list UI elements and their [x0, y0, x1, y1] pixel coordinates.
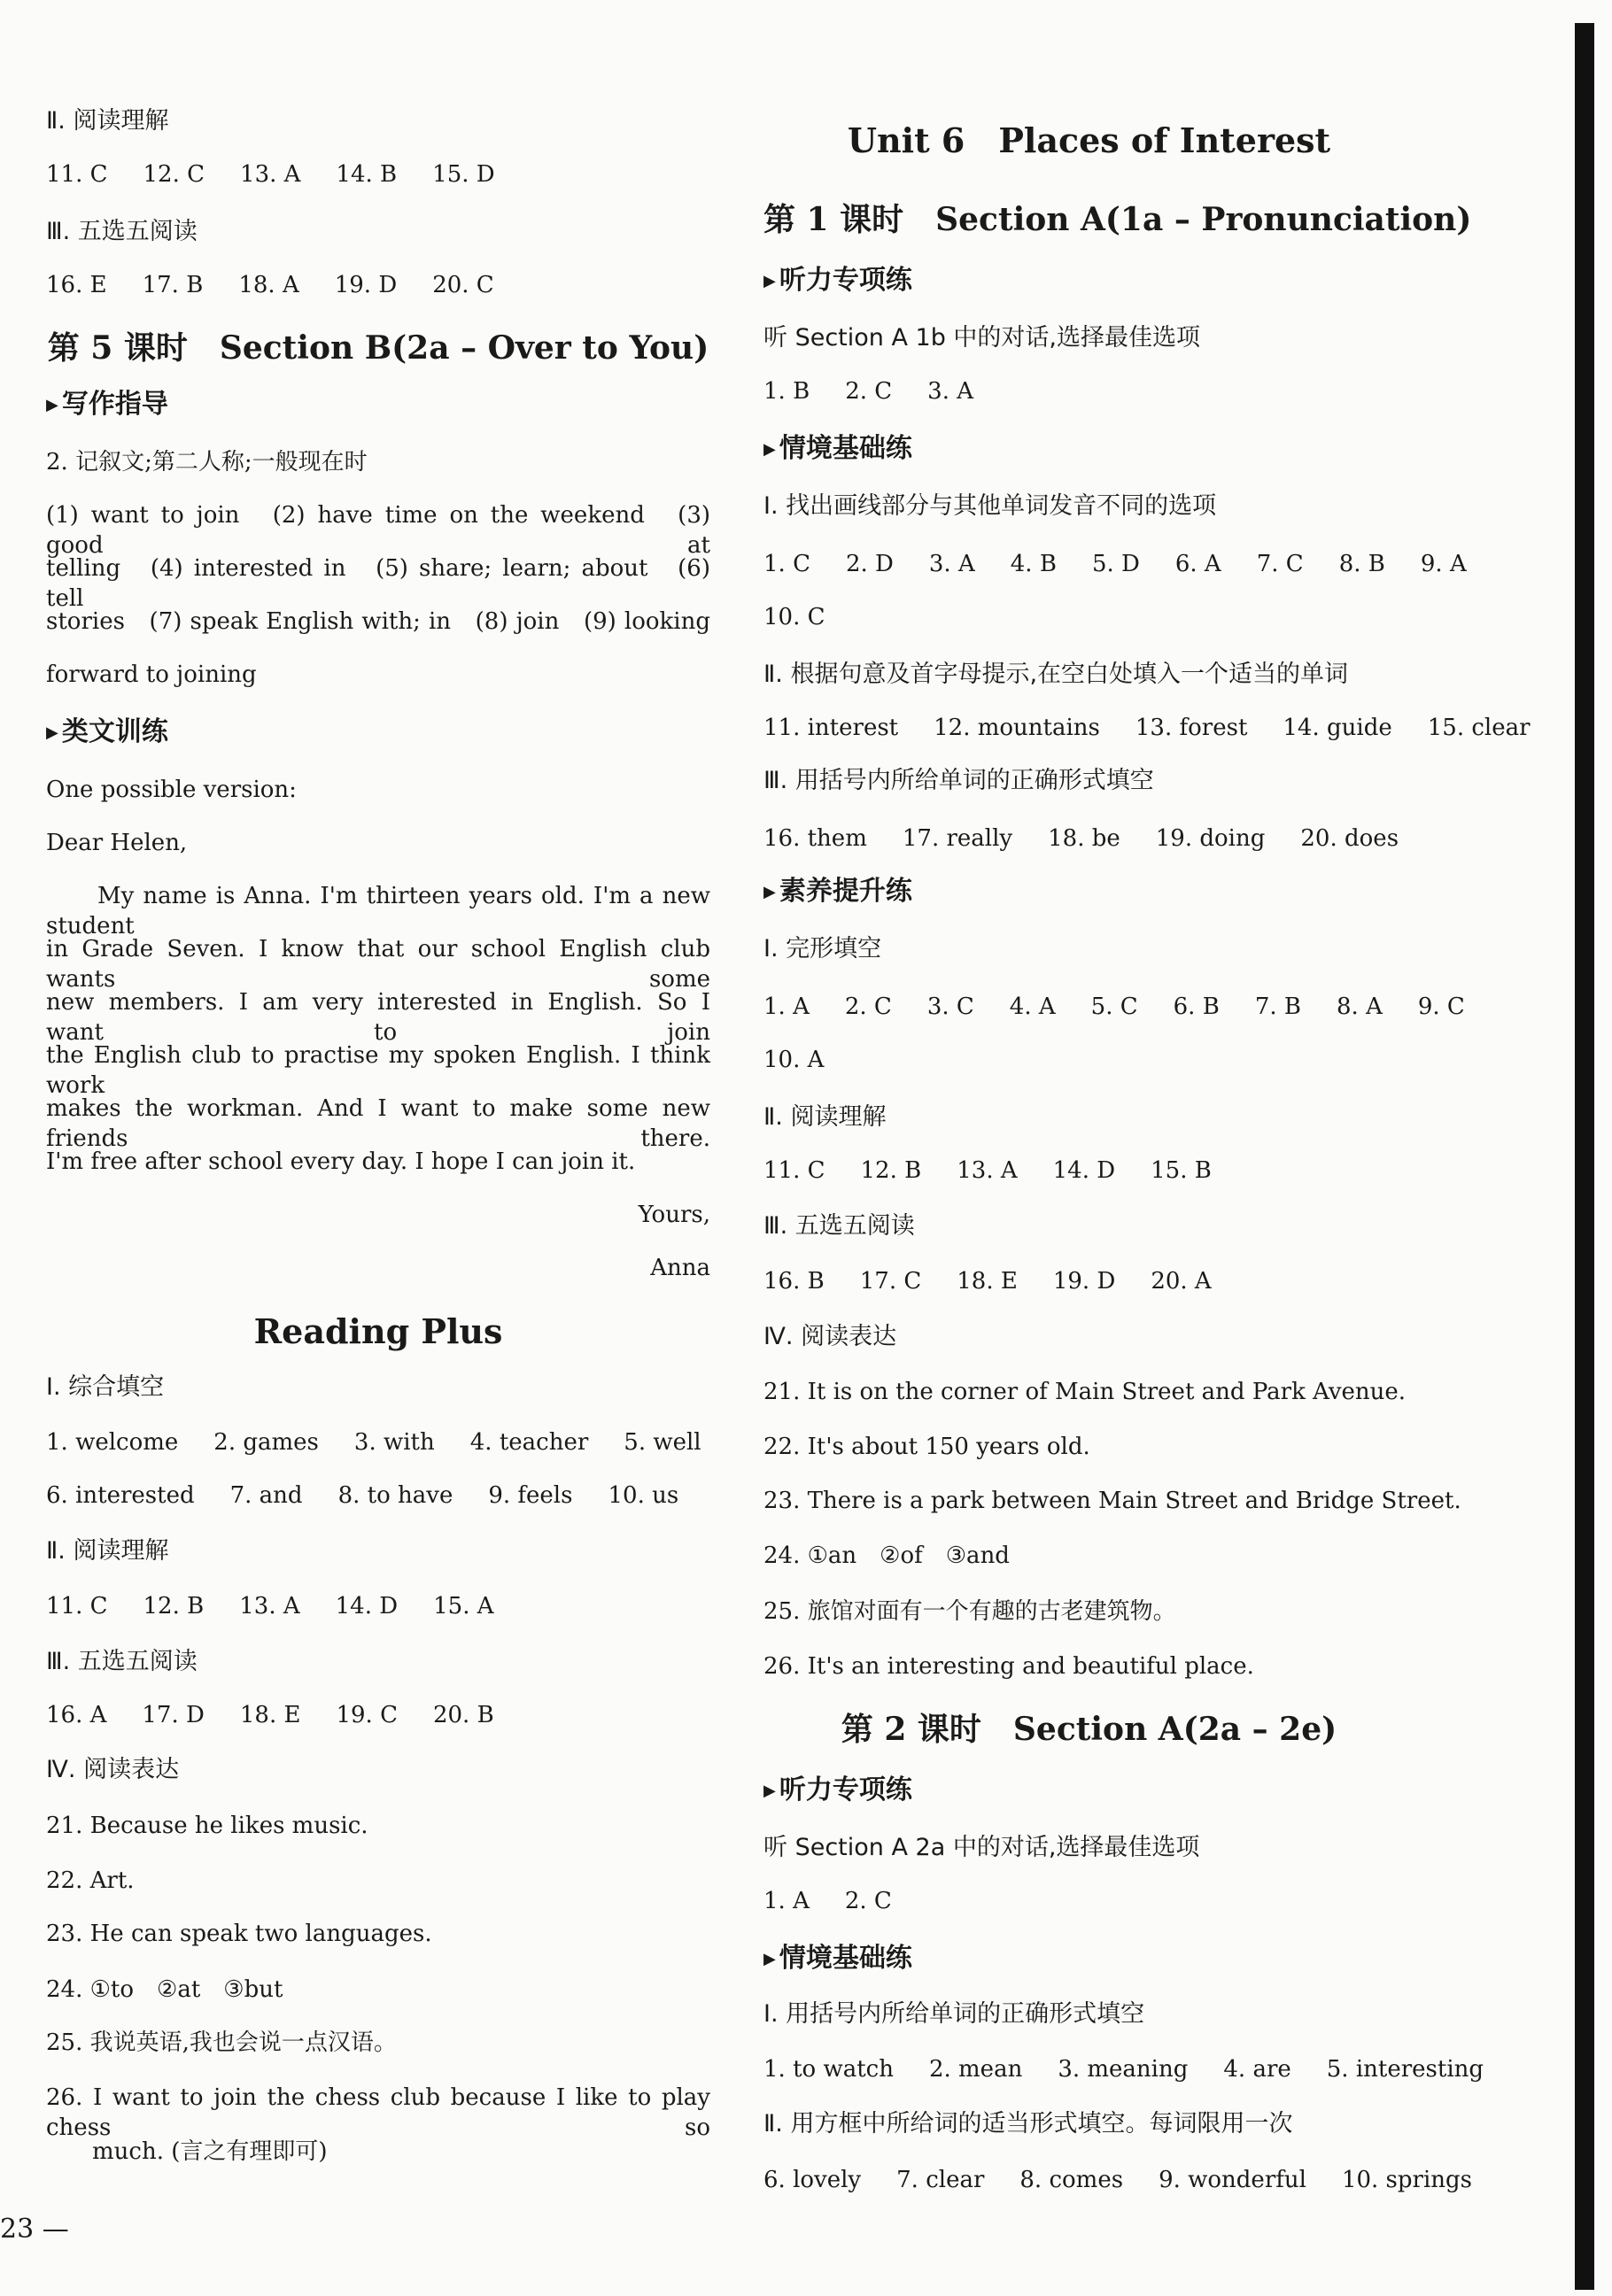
text-line: 26. It's an interesting and beautiful place.	[763, 1653, 1254, 1680]
letter-signoff: Anna	[650, 1255, 710, 1281]
answer-item: 18. be	[1048, 825, 1120, 852]
text-line: makes the workman. And I want to make some new friends there.	[46, 1095, 710, 1152]
letter-signoff: Yours,	[638, 1202, 710, 1228]
answer-item: 19. D	[334, 272, 398, 298]
answer-item: 4. B	[1010, 551, 1057, 577]
answer-row	[46, 1700, 710, 1730]
section-heading: ▶ 情境基础练	[763, 1944, 1414, 1977]
answer-item: 3. A	[928, 551, 975, 577]
answer-item: 9. C	[1417, 993, 1465, 1020]
section-subheading: Ⅰ. 综合填空	[46, 1373, 165, 1401]
text-line: 21. It is on the corner of Main Street and Park Avenue.	[763, 1379, 1407, 1405]
text-line: My name is Anna. I'm thirteen years old. I'm a new student	[46, 883, 710, 939]
section-subheading: Ⅳ. 阅读表达	[46, 1756, 180, 1783]
section-subheading: Ⅲ. 五选五阅读	[46, 1648, 198, 1675]
answer-row	[763, 549, 1467, 579]
answer-item: 8. to have	[337, 1482, 453, 1509]
answer-item: 3. C	[926, 993, 974, 1020]
answer-item: 4. A	[1009, 993, 1056, 1020]
answer-item: 8. comes	[1019, 2167, 1124, 2193]
answer-item: 7. C	[1256, 551, 1304, 577]
text-line: 24. ①to ②at ③but	[46, 1976, 283, 2003]
answer-item: 2. C	[845, 378, 893, 405]
answer-item: 20. A	[1151, 1268, 1212, 1295]
section-subheading: Ⅲ. 五选五阅读	[763, 1212, 915, 1240]
text-line: 23. There is a park between Main Street and Bridge Street.	[763, 1488, 1461, 1514]
text-line: One possible version:	[46, 777, 297, 803]
text-line: 26. I want to join the chess club because I like to play chess so	[46, 2084, 710, 2141]
answer-item: 15. A	[433, 1593, 494, 1620]
text-line: 21. Because he likes music.	[46, 1813, 368, 1839]
text-line: in Grade Seven. I know that our school English club wants some	[46, 936, 710, 993]
answer-item: 5. well	[624, 1429, 701, 1456]
answer-item: 3. with	[353, 1429, 435, 1456]
answer-item: 16. E	[46, 272, 107, 298]
answer-item: 8. A	[1337, 993, 1383, 1020]
section-subheading: Ⅰ. 完形填空	[763, 935, 882, 962]
text-line: much. (言之有理即可)	[46, 2138, 328, 2165]
answer-item: 10. A	[763, 1047, 825, 1073]
answer-item: 2. games	[213, 1429, 319, 1456]
section-subheading: Ⅲ. 用括号内所给单词的正确形式填空	[763, 767, 1154, 794]
text-line: Dear Helen,	[46, 830, 188, 856]
text-line: 23. He can speak two languages.	[46, 1921, 432, 1947]
answer-item: 2. D	[845, 551, 894, 577]
answer-item: 17. B	[142, 272, 204, 298]
page-edge-bar	[1575, 23, 1594, 2290]
answer-row	[763, 1266, 1414, 1296]
answer-item: 19. C	[336, 1702, 398, 1728]
answer-item: 2. C	[844, 993, 892, 1020]
answer-item: 17. D	[142, 1702, 205, 1728]
lesson-heading: 第 5 课时 Section B(2a – Over to You)	[47, 329, 709, 367]
answer-item: 6. A	[1174, 551, 1221, 577]
answer-item: 1. B	[763, 378, 810, 405]
answer-item: 20. C	[432, 272, 494, 298]
answer-item: 17. C	[859, 1268, 922, 1295]
answer-item: 16. them	[763, 825, 867, 852]
section-subheading: Ⅰ. 找出画线部分与其他单词发音不同的选项	[763, 492, 1217, 520]
answer-item: 4. teacher	[469, 1429, 589, 1456]
text-line: new members. I am very interested in English. So I want to join	[46, 989, 710, 1046]
answer-item: 13. A	[239, 1593, 300, 1620]
answer-row	[763, 376, 1414, 406]
text-line: 25. 我说英语,我也会说一点汉语。	[46, 2029, 397, 2056]
answer-item: 6. interested	[46, 1482, 195, 1509]
answer-item: 14. guide	[1283, 715, 1392, 741]
text-line: 22. Art.	[46, 1867, 135, 1894]
section-heading: ▶ 听力专项练	[763, 266, 1414, 299]
answer-row	[763, 713, 1531, 743]
answer-row	[46, 270, 710, 300]
answer-item: 18. E	[957, 1268, 1018, 1295]
text-line: I'm free after school every day. I hope I can join it.	[46, 1148, 636, 1175]
answer-item: 13. forest	[1135, 715, 1248, 741]
answer-row	[46, 159, 710, 189]
section-subheading: Ⅱ. 根据句意及首字母提示,在空白处填入一个适当的单词	[763, 661, 1349, 688]
answer-item: 16. B	[763, 1268, 825, 1295]
answer-item: 4. are	[1223, 2056, 1291, 2083]
text-line: forward to joining	[46, 661, 257, 688]
answer-item: 7. B	[1254, 993, 1301, 1020]
answer-item: 12. B	[143, 1593, 205, 1620]
answer-item: 15. B	[1151, 1157, 1212, 1184]
text-line: the English club to practise my spoken English. I think work	[46, 1042, 710, 1099]
answer-row	[46, 1480, 710, 1511]
answer-item: 5. interesting	[1326, 2056, 1484, 2083]
answer-item: 3. A	[927, 378, 974, 405]
answer-item: 13. A	[957, 1157, 1018, 1184]
answer-item: 3. meaning	[1058, 2056, 1189, 2083]
answer-item: 1. welcome	[46, 1429, 179, 1456]
answer-row	[763, 1156, 1414, 1186]
answer-row	[763, 823, 1414, 854]
lesson-heading: 第 2 课时 Section A(2a – 2e)	[841, 1711, 1337, 1748]
text-line: stories (7) speak English with; in (8) join (9) looking	[46, 608, 710, 635]
section-subheading: Ⅲ. 五选五阅读	[46, 218, 198, 245]
section-heading: ▶ 情境基础练	[763, 434, 1414, 468]
answer-item: 5. C	[1090, 993, 1138, 1020]
unit-title: Unit 6 Places of Interest	[847, 120, 1331, 160]
answer-item: 2. mean	[928, 2056, 1023, 2083]
answer-item: 19. doing	[1155, 825, 1266, 852]
section-subheading: Ⅱ. 阅读理解	[46, 1537, 169, 1565]
answer-row	[763, 1045, 1414, 1075]
answer-item: 11. C	[763, 1157, 825, 1184]
answer-row	[763, 602, 1414, 632]
section-subheading: Ⅱ. 阅读理解	[763, 1103, 887, 1131]
answer-item: 18. A	[238, 272, 299, 298]
text-line: (1) want to join (2) have time on the weekend (3) good at	[46, 502, 711, 559]
answer-item: 15. D	[432, 161, 495, 188]
text-line: telling (4) interested in (5) share; learn; about (6) tell	[46, 555, 710, 612]
section-subheading: 听 Section A 1b 中的对话,选择最佳选项	[763, 324, 1201, 352]
answer-item: 19. D	[1052, 1268, 1116, 1295]
answer-item: 12. B	[860, 1157, 922, 1184]
answer-item: 20. B	[432, 1702, 494, 1728]
section-subheading: 听 Section A 2a 中的对话,选择最佳选项	[763, 1834, 1200, 1861]
answer-item: 11. C	[46, 1593, 108, 1620]
answer-item: 11. interest	[763, 715, 899, 741]
text-line: 22. It's about 150 years old.	[763, 1434, 1090, 1460]
section-heading: ▶ 素养提升练	[763, 877, 1414, 910]
answer-item: 13. A	[240, 161, 301, 188]
section-subheading: Ⅰ. 用括号内所给单词的正确形式填空	[763, 2000, 1145, 2028]
answer-item: 8. B	[1338, 551, 1385, 577]
answer-item: 5. D	[1091, 551, 1140, 577]
answer-item: 10. C	[763, 604, 825, 630]
answer-item: 12. mountains	[934, 715, 1100, 741]
page-number: 23 —	[0, 2214, 69, 2245]
answer-row	[763, 2054, 1484, 2084]
answer-row	[46, 1591, 710, 1621]
lesson-heading: 第 1 课时 Section A(1a – Pronunciation)	[763, 201, 1472, 238]
text-line: 2. 记叙文;第二人称;一般现在时	[46, 449, 368, 475]
answer-item: 1. A	[763, 993, 810, 1020]
answer-item: 20. does	[1300, 825, 1399, 852]
answer-row	[46, 1427, 710, 1457]
section-heading: ▶ 听力专项练	[763, 1775, 1414, 1809]
answer-item: 17. really	[902, 825, 1013, 852]
answer-item: 9. wonderful	[1159, 2167, 1306, 2193]
answer-item: 9. A	[1420, 551, 1467, 577]
answer-item: 2. C	[844, 1888, 892, 1914]
answer-item: 12. C	[143, 161, 205, 188]
answer-item: 14. B	[336, 161, 398, 188]
answer-row	[763, 2165, 1473, 2195]
answer-item: 10. us	[608, 1482, 679, 1509]
section-heading: ▶ 写作指导	[46, 390, 710, 423]
section-subheading: Ⅱ. 用方框中所给词的适当形式填空。每词限用一次	[763, 2110, 1293, 2138]
answer-item: 14. D	[1052, 1157, 1116, 1184]
answer-item: 6. lovely	[763, 2167, 862, 2193]
answer-item: 10. springs	[1341, 2167, 1473, 2193]
answer-item: 6. B	[1173, 993, 1220, 1020]
answer-item: 15. clear	[1427, 715, 1531, 741]
answer-item: 14. D	[335, 1593, 399, 1620]
answer-item: 18. E	[239, 1702, 301, 1728]
answer-item: 1. to watch	[763, 2056, 894, 2083]
text-line: 25. 旅馆对面有一个有趣的古老建筑物。	[763, 1598, 1176, 1625]
unit-title: Reading Plus	[253, 1311, 503, 1351]
answer-row	[763, 1886, 1414, 1916]
text-line: 24. ①an ②of ③and	[763, 1542, 1010, 1569]
answer-item: 1. A	[763, 1888, 810, 1914]
section-subheading: Ⅱ. 阅读理解	[46, 107, 169, 135]
section-subheading: Ⅳ. 阅读表达	[763, 1323, 897, 1350]
answer-item: 11. C	[46, 161, 108, 188]
answer-item: 7. clear	[896, 2167, 985, 2193]
answer-item: 16. A	[46, 1702, 107, 1728]
answer-item: 9. feels	[488, 1482, 573, 1509]
answer-item: 1. C	[763, 551, 810, 577]
section-heading: ▶ 类文训练	[46, 717, 710, 751]
answer-row	[763, 992, 1465, 1022]
answer-item: 7. and	[229, 1482, 303, 1509]
